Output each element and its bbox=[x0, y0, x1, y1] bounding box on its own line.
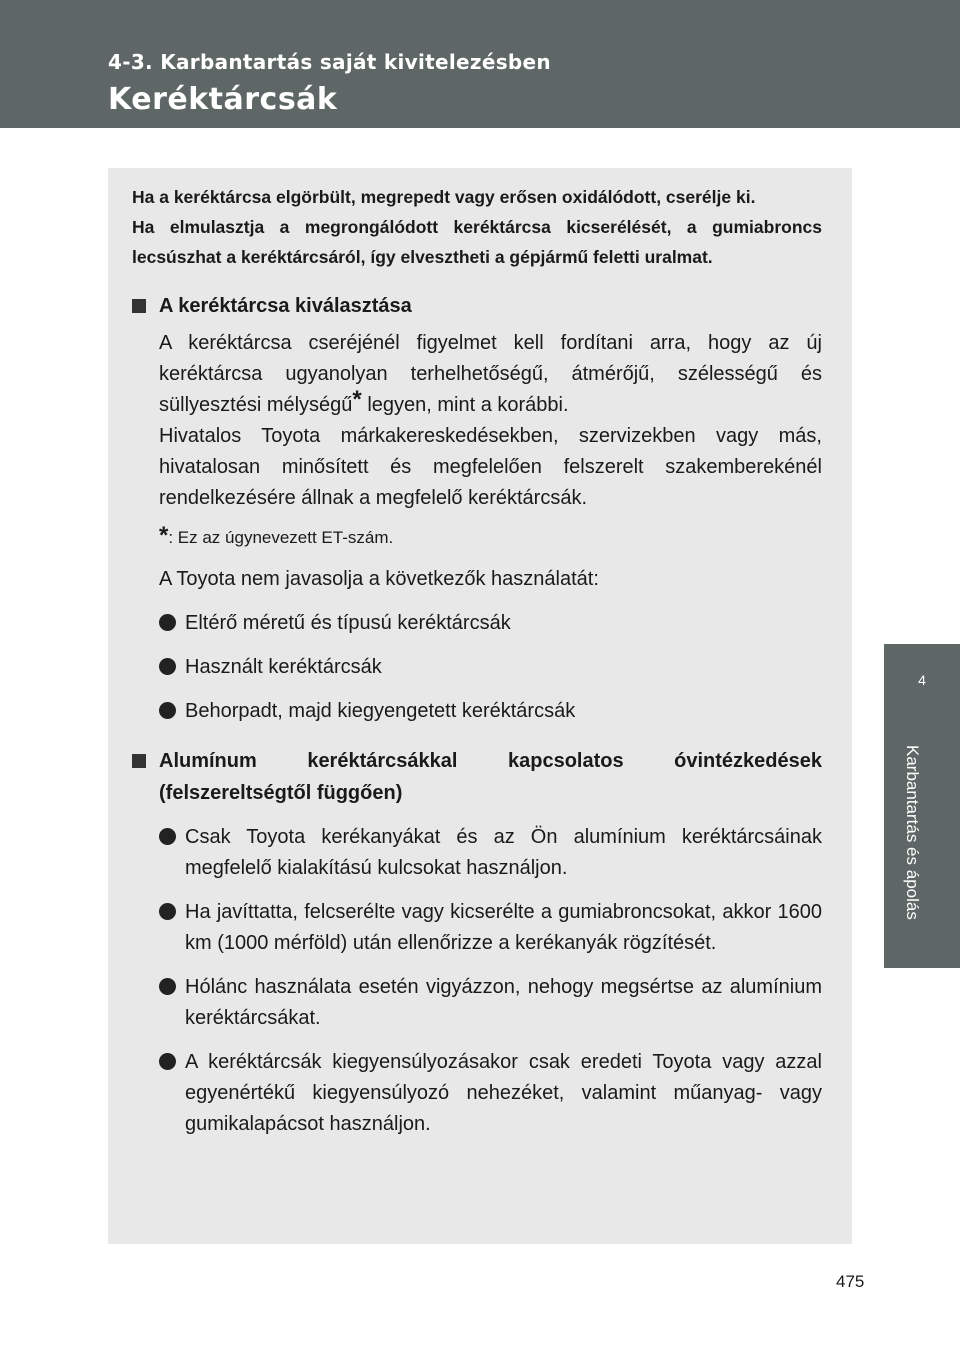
list-item bbox=[159, 972, 822, 1034]
round-bullet-icon bbox=[159, 614, 176, 631]
section-heading-text: A keréktárcsa kiválasztása bbox=[159, 295, 412, 317]
list-item-text: Használt keréktárcsák bbox=[185, 656, 382, 678]
warning-line: Ha elmulasztja a megrongálódott keréktárcsa kicserélését, a gumiabroncs lecsúszhat a keréktárcsáról, így elvesztheti a gépjármű feletti uralmat. bbox=[132, 217, 822, 267]
section-heading-aluminium bbox=[132, 745, 822, 809]
footnote-marker: * bbox=[159, 522, 169, 549]
list-item-text: Hólánc használata esetén vigyázzon, nehogy megsértse az alumínium keréktárcsákat. bbox=[185, 976, 822, 1029]
dealer-paragraph: Hivatalos Toyota márkakereskedésekben, szervizekben vagy más, hivatalosan minősített és megfelelően felszerelt szakemberekénél rendelkezésére állnak a megfelelő keréktárcsák. bbox=[159, 425, 822, 509]
list-item bbox=[159, 822, 822, 884]
selection-text-a: A keréktárcsa cseréjénél figyelmet kell fordítani arra, hogy az új keréktárcsa ugyanolyan terhelhetőségű, átmérőjű, szélességű és süllyesztési mélységű bbox=[159, 332, 822, 416]
section-heading-selection bbox=[132, 290, 822, 322]
page-title: Keréktárcsák bbox=[108, 82, 338, 117]
section-heading-text: Alumínum keréktárcsákkal kapcsolatos óvintézkedések (felszereltségtől függően) bbox=[159, 750, 822, 804]
square-bullet-icon bbox=[132, 299, 146, 313]
list-item bbox=[159, 1047, 822, 1140]
warning-line: Ha a keréktárcsa elgörbült, megrepedt vagy erősen oxidálódott, cserélje ki. bbox=[132, 187, 756, 207]
warning-text bbox=[132, 182, 822, 272]
round-bullet-icon bbox=[159, 658, 176, 675]
selection-paragraph bbox=[159, 328, 822, 514]
list-item-text: A keréktárcsák kiegyensúlyozásakor csak eredeti Toyota vagy azzal egyenértékű kiegyensúlyozó nehezéket, valamint műanyag- vagy gumikalapácsot használjon. bbox=[185, 1051, 822, 1135]
square-bullet-icon bbox=[132, 754, 146, 768]
selection-text-b: legyen, mint a korábbi. bbox=[361, 394, 569, 416]
round-bullet-icon bbox=[159, 828, 176, 845]
footnote-text: : Ez az úgynevezett ET-szám. bbox=[168, 528, 394, 547]
list-item-text: Csak Toyota kerékanyákat és az Ön alumínium keréktárcsáinak megfelelő kialakítású kulcsokat használjon. bbox=[185, 826, 822, 879]
list-item bbox=[159, 897, 822, 959]
footnote-marker: * bbox=[352, 386, 362, 413]
list-item-text: Eltérő méretű és típusú keréktárcsák bbox=[185, 612, 511, 634]
round-bullet-icon bbox=[159, 903, 176, 920]
page-number: 475 bbox=[836, 1272, 865, 1291]
chapter-label: Karbantartás és ápolás bbox=[903, 745, 922, 920]
list-item bbox=[159, 696, 822, 727]
list-item-text: Behorpadt, majd kiegyengetett keréktárcsák bbox=[185, 700, 576, 722]
not-recommended-intro: A Toyota nem javasolja a következők használatát: bbox=[159, 568, 599, 590]
chapter-number: 4 bbox=[918, 672, 926, 688]
list-item-text: Ha javíttatta, felcserélte vagy kicserélte a gumiabroncsokat, akkor 1600 km (1000 mérföld) után ellenőrizze a kerékanyák rögzítését. bbox=[185, 901, 822, 954]
list-item bbox=[159, 608, 822, 639]
round-bullet-icon bbox=[159, 978, 176, 995]
content-box bbox=[108, 168, 852, 1244]
round-bullet-icon bbox=[159, 702, 176, 719]
round-bullet-icon bbox=[159, 1053, 176, 1070]
section-label: 4-3. Karbantartás saját kivitelezésben bbox=[108, 50, 551, 74]
page-header bbox=[0, 0, 960, 128]
footnote bbox=[159, 522, 822, 550]
list-item bbox=[159, 652, 822, 683]
chapter-side-tab bbox=[884, 644, 960, 968]
